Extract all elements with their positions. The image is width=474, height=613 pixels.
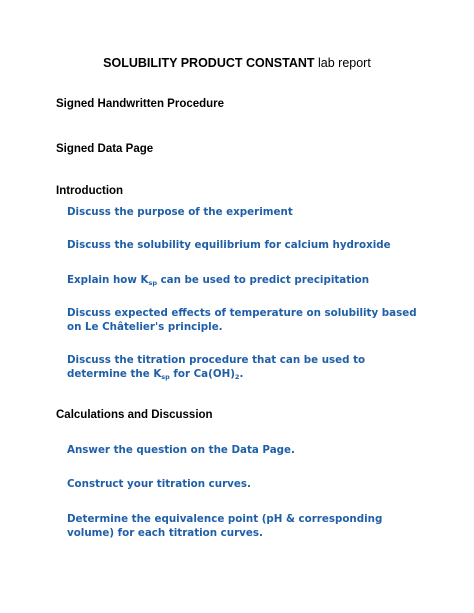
- precip-subscript: sp: [148, 279, 157, 287]
- procedure-heading: Signed Handwritten Procedure: [56, 98, 225, 110]
- data-page-heading: Signed Data Page: [56, 143, 154, 155]
- precip-text-post: can be used to predict precipitation: [156, 274, 370, 286]
- intro-item-temperature: Discuss expected effects of temperature on solubility based on Le Châtelier's principle.: [67, 307, 417, 333]
- page-title: [0, 56, 474, 70]
- precip-text-pre: Explain how K: [67, 274, 149, 286]
- titration-text-pre: Discuss the titration procedure that can be used to determine the K: [67, 354, 366, 380]
- titration-subscript-sp: sp: [161, 373, 170, 381]
- intro-item-precipitation: [67, 273, 427, 287]
- title-suffix: lab report: [318, 56, 371, 70]
- calculations-heading: Calculations and Discussion: [56, 409, 213, 421]
- intro-item-titration: [67, 353, 427, 381]
- intro-item-equilibrium: Discuss the solubility equilibrium for calcium hydroxide: [67, 239, 391, 251]
- title-main: SOLUBILITY PRODUCT CONSTANT: [103, 56, 315, 70]
- titration-text-mid: for Ca(OH): [169, 368, 235, 380]
- introduction-heading: Introduction: [56, 185, 124, 197]
- intro-item-purpose: Discuss the purpose of the experiment: [67, 206, 293, 218]
- titration-subscript-2: 2: [234, 373, 240, 381]
- calc-item-question: Answer the question on the Data Page.: [67, 444, 295, 456]
- calc-item-curves: Construct your titration curves.: [67, 478, 251, 490]
- titration-text-post: .: [239, 368, 244, 380]
- calc-item-equivalence: Determine the equivalence point (pH & corresponding volume) for each titration curves.: [67, 513, 383, 539]
